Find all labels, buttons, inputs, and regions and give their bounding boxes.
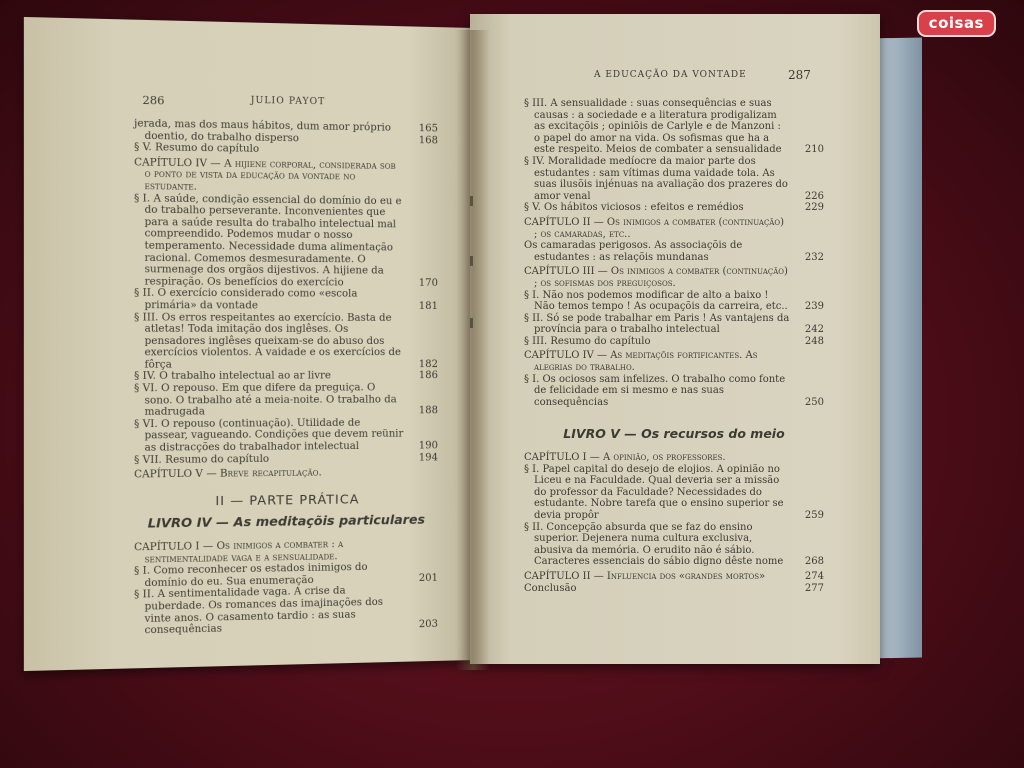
toc-entry-text: Conclusão xyxy=(524,582,577,594)
toc-entry xyxy=(134,288,438,313)
toc-entry xyxy=(524,98,824,156)
toc-entry-text: CAPÍTULO I — A opinião, os professores. xyxy=(524,452,726,464)
toc-entry xyxy=(524,156,824,202)
toc-entry-text: CAPÍTULO I — Os inimigos a combater : a sentimentalidade vaga e a sensualidade. xyxy=(134,538,344,566)
right-page xyxy=(470,14,880,664)
toc-page-number: 259 xyxy=(804,510,824,521)
toc-entry xyxy=(134,193,438,289)
toc-page-number: 229 xyxy=(804,202,824,214)
toc-page-number: 188 xyxy=(418,405,438,417)
toc-entry xyxy=(134,382,438,419)
toc-page-number: 186 xyxy=(418,370,438,382)
running-head-left: JULIO PAYOT xyxy=(250,95,326,108)
toc-entry-text: § I. Como reconhecer os estados inimigos do domínio do eu. Sua enumeração xyxy=(134,561,368,589)
toc-page-number: 170 xyxy=(418,277,438,289)
binding-stitch xyxy=(470,196,473,206)
chapter-entry xyxy=(524,452,824,464)
toc-page-number: 194 xyxy=(418,451,438,464)
toc-page-number: 277 xyxy=(804,582,824,594)
toc-entry-text: § II. Concepção absurda que se faz do ensino superior. Dejenera numa cultura exclusiva, abusiva da memória. O erudito não é sábio. Caracteres essenciais do sábio digno dêste nome xyxy=(524,521,784,568)
toc-page-number: 203 xyxy=(418,618,438,631)
binding-stitch xyxy=(470,318,473,328)
watermark-logo: coisas xyxy=(917,10,996,37)
toc-page-number: 190 xyxy=(418,440,438,452)
left-toc xyxy=(134,118,438,637)
toc-page-number: 242 xyxy=(804,324,824,336)
toc-page-number: 226 xyxy=(804,190,824,202)
toc-entry xyxy=(524,464,824,522)
toc-entry xyxy=(524,290,824,313)
toc-entry-text: § IV. Moralidade medíocre da maior parte dos estudantes : sam vítimas duma vaidade tola. As suas ilusõis injénuas na avaliação dos prazeres do amor venal xyxy=(524,155,788,202)
toc-entry-text: CAPÍTULO V — Breve recapitulação. xyxy=(134,467,322,481)
toc-entry xyxy=(524,240,824,263)
livro-title-right: LIVRO V — Os recursos do meio xyxy=(563,426,785,442)
toc-entry-text: § I. A saúde, condição essencial do domínio do eu e do trabalho perseverante. Inconvenientes que para a saúde resulta do trabalho intelectual mal compreendido. Podemos mudar o nosso temperamento. Necessidade duma alimentação racional. Comemos desmesuradamente. O surmenage dos orgãos dijestivos. A hijiene da respiração. Os benefícios do exercício xyxy=(134,192,402,289)
toc-page-number: 268 xyxy=(804,556,824,568)
toc-page-number: 232 xyxy=(804,251,824,263)
book-spine xyxy=(456,30,490,670)
chapter-entry xyxy=(524,350,824,373)
toc-entry xyxy=(524,583,824,595)
livro-title-left: LIVRO IV — As meditaçõis particulares xyxy=(147,512,425,532)
toc-entry-text: § V. Resumo do capítulo xyxy=(134,141,260,156)
toc-entry-text: § I. Não nos podemos modificar de alto a baixo ! Não temos tempo ! As ocupaçõis da carreira, etc.. xyxy=(524,289,788,313)
chapter-entry xyxy=(524,266,824,289)
toc-entry-text: Os camaradas perigosos. As associaçõis de estudantes : as relaçõis mundanas xyxy=(524,240,743,263)
toc-page-number: 250 xyxy=(804,396,824,408)
toc-entry-text: § I. Os ociosos sam infelizes. O trabalho como fonte de felicidade em si mesmo e nas suas consequências xyxy=(524,373,786,408)
right-toc xyxy=(524,98,824,594)
toc-page-number: 181 xyxy=(418,300,438,312)
chapter-entry xyxy=(524,217,824,240)
toc-entry-text: § VII. Resumo do capítulo xyxy=(134,453,270,466)
toc-entry-text: § II. A sentimentalidade vaga. A crise da puberdade. Os romances das imajinações dos vinte anos. O casamento tardio : as suas consequências xyxy=(134,585,384,637)
section-title: II — PARTE PRÁTICA xyxy=(215,491,360,509)
toc-entry-text: CAPÍTULO IV — As meditaçõis fortificantes. As alegrias do trabalho. xyxy=(524,350,758,374)
toc-entry-text: CAPÍTULO II — Os inimigos a combater (continuação) ; os camaradas, etc.. xyxy=(524,216,785,240)
toc-entry-text: § I. Papel capital do desejo de elojios. A opinião no Liceu e na Faculdade. Qual deveria ser a missão do professor da Faculdade? Necessidades do estudante. Nobre tarefa que o ensino superior se devia propôr xyxy=(524,463,784,521)
toc-entry xyxy=(524,202,824,214)
toc-entry xyxy=(134,312,438,371)
toc-entry xyxy=(524,522,824,568)
binding-stitch xyxy=(470,256,473,266)
toc-entry-text: § II. O exercício considerado como «escola primária» da vontade xyxy=(134,287,358,312)
left-page xyxy=(24,17,474,671)
toc-page-number: 201 xyxy=(418,572,438,584)
toc-entry-text: CAPÍTULO II — Influencia dos «grandes mortos» xyxy=(524,570,766,582)
toc-entry-text: § VI. O repouso (continuação). Utilidade de passear, vagueando. Condições que devem reünir as distracções do trabalhador intelectual xyxy=(134,417,404,454)
chapter-entry xyxy=(134,157,438,196)
toc-entry-text: § III. Os erros respeitantes ao exercício. Basta de atletas! Toda imitação dos inglêses. Os pensadores inglêses queixam-se do abuso dos exercícios violentos. A vaidade e os exercícios de fôrça xyxy=(134,311,401,371)
page-number-right: 287 xyxy=(788,68,811,82)
toc-page-number: 274 xyxy=(804,570,824,582)
toc-entry-text: § III. Resumo do capítulo xyxy=(524,335,651,347)
toc-entry-text: § V. Os hábitos viciosos : efeitos e remédios xyxy=(524,202,744,214)
toc-page-number: 248 xyxy=(804,335,824,347)
toc-entry-text: § III. A sensualidade : suas consequências e suas causas : a sociedade e a literatura prodigalizam as excitaçõis ; opiniõis de Carlyle e de Manzoni : o papel do amor na vida. Os sofismas que ha a este respeito. Meios de combater a sensualidade xyxy=(524,98,782,156)
toc-page-number: 210 xyxy=(804,144,824,156)
toc-page-number: 182 xyxy=(418,358,438,370)
chapter-entry xyxy=(134,467,438,482)
toc-entry-text: § VI. O repouso. Em que difere da preguiça. O sono. O trabalho até a meia-noite. O trabalho da madrugada xyxy=(134,382,397,419)
toc-entry xyxy=(134,452,438,466)
running-head-right: A EDUCAÇÃO DA VONTADE xyxy=(594,70,747,80)
toc-entry xyxy=(524,336,824,348)
toc-entry xyxy=(134,417,438,454)
page-number-left: 286 xyxy=(142,93,165,108)
toc-entry-text: § IV. O trabalho intelectual ao ar livre xyxy=(134,370,331,383)
toc-entry-text: CAPÍTULO III — Os inimigos a combater (continuação) ; os sofismas dos preguiçosos. xyxy=(524,266,788,289)
toc-entry-text: CAPÍTULO IV — A hijiene corporal, considerada sob o ponto de vista da educação da vontade no estudante. xyxy=(134,156,396,193)
chapter-entry xyxy=(524,571,824,583)
toc-entry-text: jerada, mas dos maus hábitos, dum amor próprio doentio, do trabalho disperso xyxy=(134,118,391,144)
toc-page-number: 165 168 xyxy=(418,123,438,147)
toc-entry xyxy=(134,371,438,384)
toc-entry xyxy=(524,374,824,409)
toc-entry xyxy=(524,313,824,336)
toc-entry xyxy=(134,584,438,637)
toc-page-number: 239 xyxy=(804,301,824,313)
toc-entry-text: § II. Só se pode trabalhar em Paris ! As vantajens da província para o trabalho intelectual xyxy=(524,312,790,336)
